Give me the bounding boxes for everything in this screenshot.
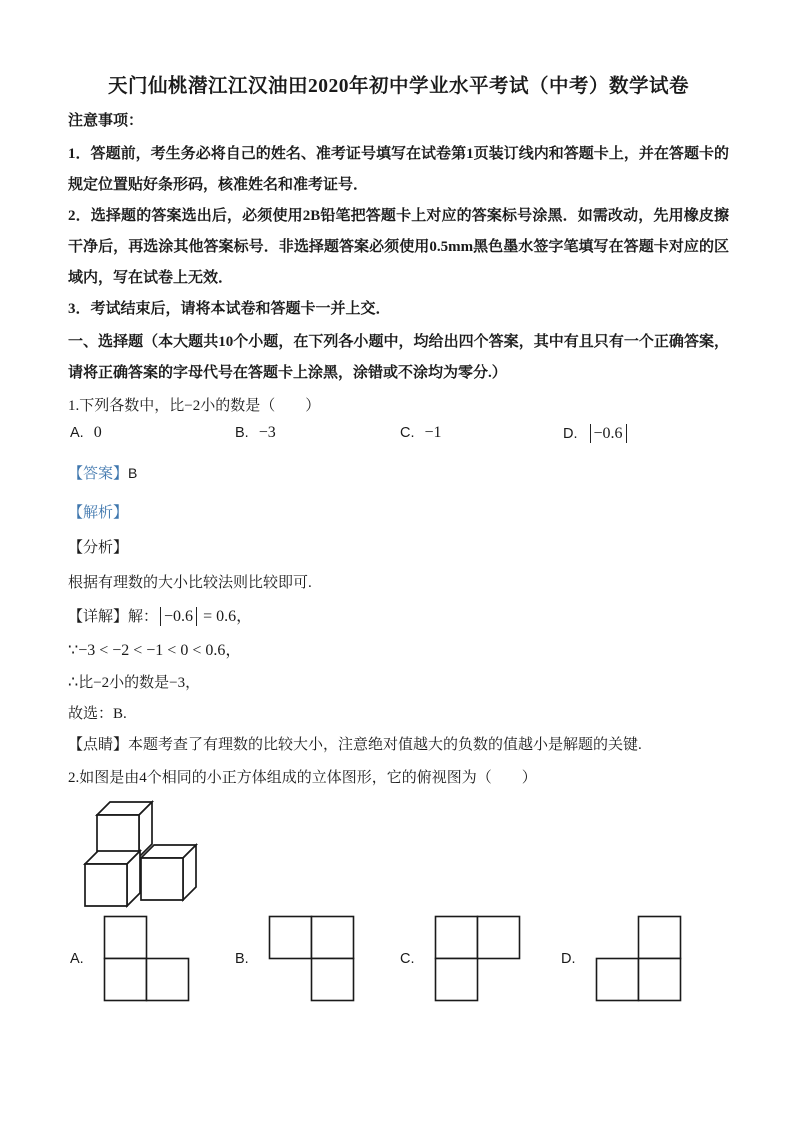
because-line bbox=[68, 635, 729, 667]
detail-result: = 0.6， bbox=[203, 608, 253, 625]
grid-cell bbox=[638, 917, 680, 959]
answer-value: B bbox=[128, 465, 138, 481]
q1-option-b-label: B. bbox=[235, 425, 249, 441]
analysis-label: 【分析】 bbox=[68, 540, 129, 556]
grid-cell bbox=[477, 917, 519, 959]
therefore-text: 比−2小的数是−3， bbox=[78, 675, 201, 691]
cube-front-face bbox=[85, 864, 127, 906]
note-line bbox=[68, 730, 729, 761]
cubes-3d-figure bbox=[74, 798, 274, 910]
grid-cell bbox=[596, 959, 638, 1001]
q1-option-b bbox=[235, 424, 276, 442]
grid-cell bbox=[638, 959, 680, 1001]
analysis-text: 根据有理数的大小比较法则比较即可. bbox=[68, 575, 312, 591]
q1-option-d bbox=[563, 424, 629, 443]
detail-label: 【详解】 bbox=[68, 609, 129, 625]
page-title: 天门仙桃潜江江汉油田2020年初中学业水平考试（中考）数学试卷 bbox=[107, 76, 689, 97]
grid-cell bbox=[104, 917, 146, 959]
q1-option-a-label: A. bbox=[70, 425, 84, 441]
question-1-stem: 1.下列各数中，比−2小的数是（ ） bbox=[68, 398, 321, 414]
q2-option-c-top-view-diagram bbox=[434, 915, 522, 1003]
q1-option-c-label: C. bbox=[400, 425, 415, 441]
q2-option-d bbox=[561, 915, 683, 1003]
question-2-stem: 2.如图是由4个相同的小正方体组成的立体图形，它的俯视图为（ ） bbox=[68, 770, 537, 786]
answer-line bbox=[68, 458, 729, 490]
cube-front-face bbox=[141, 858, 183, 900]
conclusion-line: 故选：B. bbox=[68, 706, 127, 722]
q1-option-b-value: −3 bbox=[258, 424, 276, 441]
q1-option-c-value: −1 bbox=[424, 424, 442, 441]
q1-option-d-abs-value: −0.6 bbox=[590, 424, 627, 443]
detail-line bbox=[68, 601, 729, 633]
section-heading: 一、选择题（本大题共10个小题，在下列各小题中，均给出四个答案，其中有且只有一个正确答案，请将正确答案的字母代号在答题卡上涂黑，涂错或不涂均为零分.） bbox=[68, 334, 729, 381]
q2-option-a bbox=[70, 915, 191, 1003]
q2-option-c bbox=[400, 915, 522, 1003]
q2-option-d-top-view-diagram bbox=[595, 915, 683, 1003]
detail-formula bbox=[158, 608, 252, 625]
question-1-options bbox=[68, 424, 729, 455]
q1-option-a-value: 0 bbox=[93, 424, 102, 441]
q2-option-b-label: B. bbox=[235, 951, 249, 967]
grid-cell bbox=[146, 959, 188, 1001]
notice-item-1: 1．答题前，考生务必将自己的姓名、准考证号填写在试卷第1页装订线内和答题卡上，并在答题卡的规定位置贴好条形码，核准姓名和准考证号． bbox=[68, 146, 729, 193]
notice-item-2: 2．选择题的答案选出后，必须使用2B铅笔把答题卡上对应的答案标号涂黑．如需改动，先用橡皮擦干净后，再选涂其他答案标号．非选择题答案必须使用0.5mm黑色墨水签字笔填写在答题卡对应的区域内，写在试卷上无效． bbox=[68, 208, 729, 286]
answer-label: 【答案】 bbox=[68, 466, 129, 482]
therefore-symbol: ∴ bbox=[68, 674, 79, 691]
because-text: −3 < −2 < −1 < 0 < 0.6， bbox=[78, 642, 242, 659]
notice-item-3: 3．考试结束后，请将本试卷和答题卡一并上交． bbox=[68, 301, 391, 317]
q1-option-c bbox=[400, 424, 442, 442]
grid-cell bbox=[435, 917, 477, 959]
q2-option-a-label: A. bbox=[70, 951, 84, 967]
question-2-options bbox=[68, 915, 729, 1005]
detail-abs-value: −0.6 bbox=[160, 607, 197, 626]
note-label: 【点睛】 bbox=[68, 737, 129, 753]
q1-option-a bbox=[70, 424, 102, 442]
q2-option-d-label: D. bbox=[561, 951, 576, 967]
q2-option-b bbox=[235, 915, 356, 1003]
grid-cell bbox=[269, 917, 311, 959]
q2-option-b-top-view-diagram bbox=[268, 915, 356, 1003]
because-symbol: ∵ bbox=[68, 642, 79, 659]
q1-option-d-value bbox=[588, 425, 629, 442]
grid-cell bbox=[311, 959, 353, 1001]
q1-option-d-label: D. bbox=[563, 426, 578, 442]
grid-cell bbox=[435, 959, 477, 1001]
analysis-section-label: 【解析】 bbox=[68, 505, 129, 521]
question-2-figure bbox=[74, 798, 729, 912]
notice-heading: 注意事项： bbox=[68, 113, 144, 129]
therefore-line bbox=[68, 667, 729, 699]
q2-option-a-top-view-diagram bbox=[103, 915, 191, 1003]
grid-cell bbox=[104, 959, 146, 1001]
note-text: 本题考查了有理数的比较大小，注意绝对值越大的负数的值越小是解题的关键. bbox=[128, 737, 642, 753]
q2-option-c-label: C. bbox=[400, 951, 415, 967]
grid-cell bbox=[311, 917, 353, 959]
detail-prefix: 解： bbox=[128, 609, 159, 625]
